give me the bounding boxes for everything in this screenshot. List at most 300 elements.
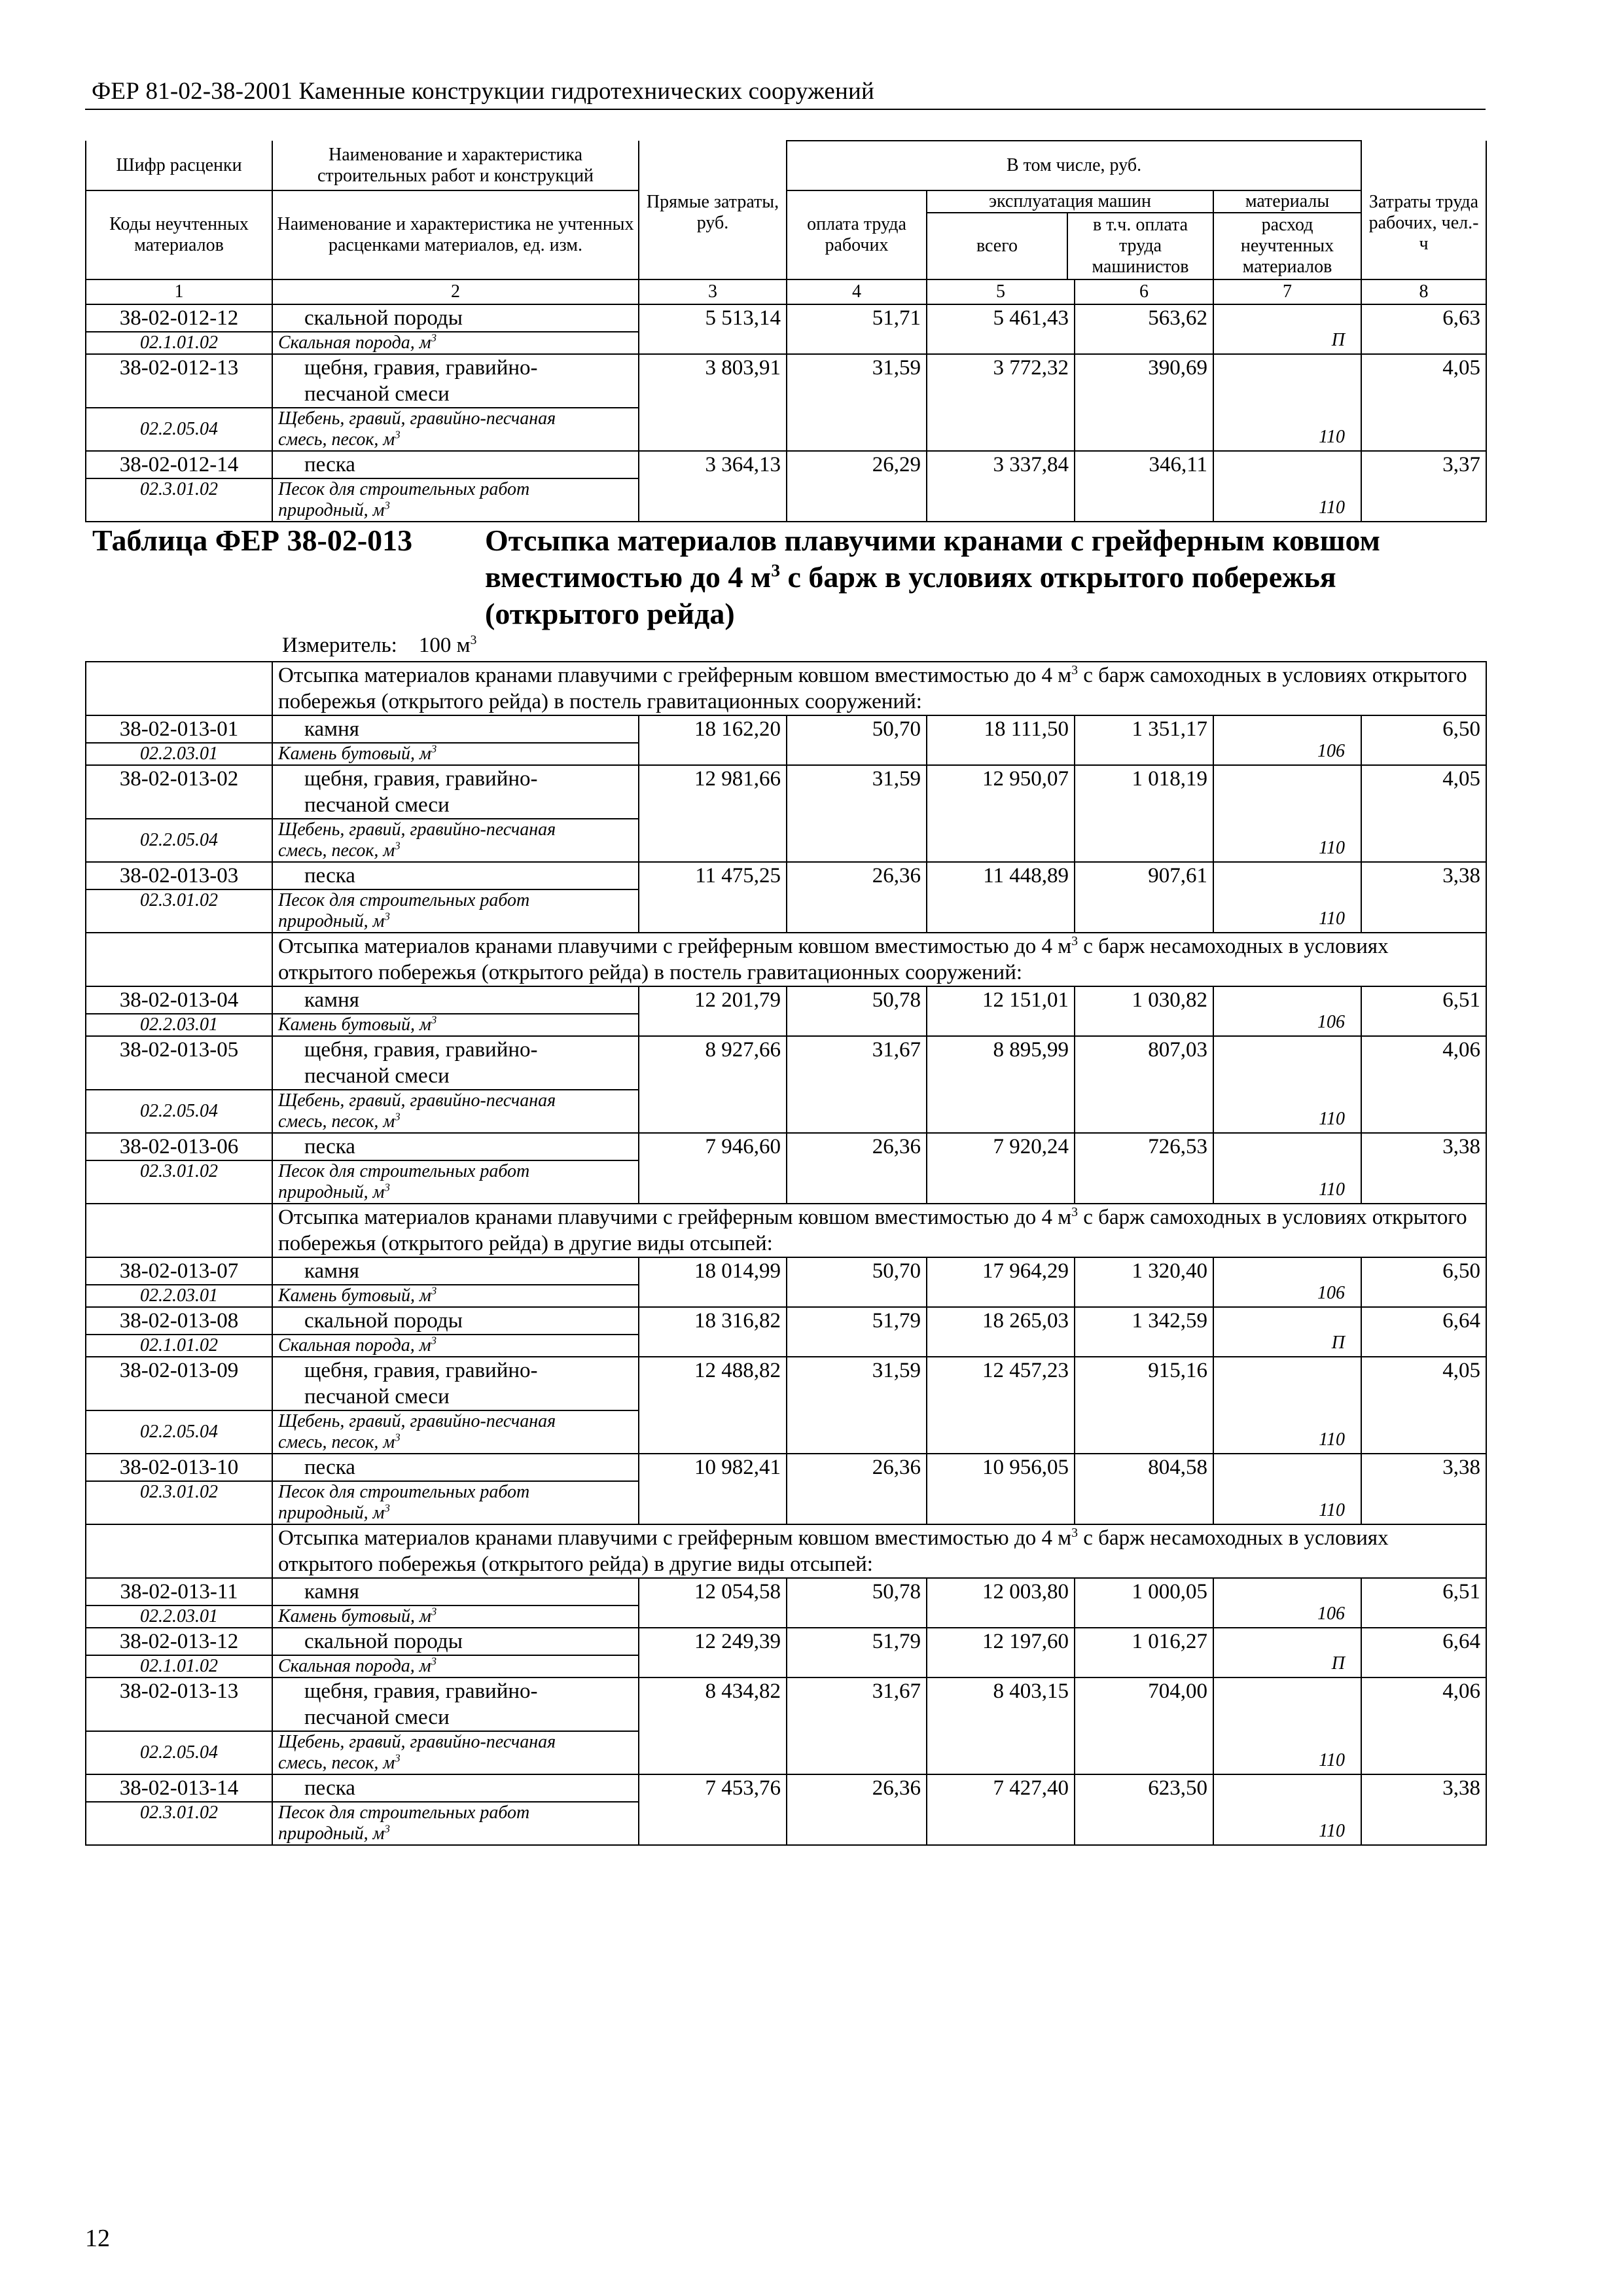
material-consumption: 110	[1213, 1454, 1361, 1524]
material-name-line: Скальная порода, м	[278, 1335, 431, 1355]
labor-cost: 6,51	[1361, 1578, 1486, 1628]
material-consumption: П	[1213, 1307, 1361, 1357]
material-consumption: 110	[1213, 1357, 1361, 1454]
section-header-row	[86, 1204, 1486, 1257]
cubic-exponent: 3	[384, 1181, 390, 1194]
machine-cost: 12 197,60	[927, 1628, 1075, 1677]
material-name-line: Щебень, гравий, гравийно-песчаная	[278, 1732, 556, 1752]
col-header-wage: оплата труда рабочих	[787, 190, 927, 279]
work-name-line: песка	[304, 864, 355, 888]
labor-cost: 6,51	[1361, 986, 1486, 1036]
cubic-exponent: 3	[384, 1501, 390, 1515]
work-name	[272, 1036, 639, 1090]
work-name	[272, 1578, 639, 1605]
work-name	[272, 1774, 639, 1802]
machine-cost: 5 461,43	[927, 304, 1075, 354]
material-code: 02.3.01.02	[86, 478, 272, 522]
work-name-line: щебня, гравия, гравийно-	[304, 767, 538, 791]
material-code: 02.3.01.02	[86, 1802, 272, 1845]
rate-row	[86, 1133, 1486, 1160]
col-header-direct: Прямые затраты, руб.	[639, 190, 787, 279]
cubic-exponent: 3	[395, 1110, 401, 1123]
material-consumption: 110	[1213, 1774, 1361, 1845]
direct-cost: 3 803,91	[639, 354, 787, 451]
section-header-row	[86, 1524, 1486, 1578]
machinist-wage: 1 016,27	[1075, 1628, 1213, 1677]
worker-wage: 31,59	[787, 1357, 927, 1454]
rate-row	[86, 1257, 1486, 1285]
section-empty-cell	[86, 933, 272, 986]
section-empty-cell	[86, 662, 272, 715]
material-consumption: 106	[1213, 986, 1361, 1036]
labor-cost: 3,38	[1361, 862, 1486, 933]
worker-wage: 26,29	[787, 451, 927, 522]
work-name-line: щебня, гравия, гравийно-	[304, 1038, 538, 1062]
worker-wage: 26,36	[787, 1133, 927, 1204]
material-name-line-2: природный, м	[278, 1182, 385, 1202]
section-text-part-1: Отсыпка материалов кранами плавучими с грейферным ковшом вместимостью до 4 м	[278, 664, 1072, 687]
column-number-8: 8	[1361, 279, 1486, 304]
machine-cost: 12 003,80	[927, 1578, 1075, 1628]
work-name-line: камня	[304, 717, 359, 741]
rate-code: 38-02-013-03	[86, 862, 272, 889]
work-name-line: песка	[304, 453, 355, 476]
direct-cost: 5 513,14	[639, 304, 787, 354]
table-title-line-2: вместимостью до 4 м	[485, 560, 772, 594]
rate-row	[86, 1677, 1486, 1731]
work-name-line: скальной породы	[304, 1309, 463, 1333]
material-code: 02.3.01.02	[86, 1160, 272, 1204]
material-name-line: Песок для строительных работ	[278, 1803, 530, 1823]
material-name	[272, 1160, 639, 1204]
machinist-wage: 1 030,82	[1075, 986, 1213, 1036]
material-code: 02.2.05.04	[86, 1410, 272, 1454]
page-number: 12	[85, 2225, 110, 2252]
material-name	[272, 1335, 639, 1357]
col-header-work: Наименование и характеристика строительных работ и конструкций	[272, 141, 639, 190]
machine-cost: 7 427,40	[927, 1774, 1075, 1845]
rate-code: 38-02-013-12	[86, 1628, 272, 1655]
labor-cost: 6,50	[1361, 715, 1486, 765]
cubic-exponent: 3	[431, 1605, 437, 1618]
rate-code: 38-02-013-06	[86, 1133, 272, 1160]
material-consumption: 110	[1213, 354, 1361, 451]
cubic-exponent: 3	[771, 560, 780, 581]
worker-wage: 26,36	[787, 1454, 927, 1524]
rate-code: 38-02-013-04	[86, 986, 272, 1014]
direct-cost: 10 982,41	[639, 1454, 787, 1524]
material-name-line: Камень бутовый, м	[278, 1014, 431, 1035]
labor-cost: 4,06	[1361, 1677, 1486, 1774]
cubic-exponent: 3	[1071, 663, 1079, 677]
material-code: 02.1.01.02	[86, 332, 272, 354]
direct-cost: 12 201,79	[639, 986, 787, 1036]
material-name-line: Камень бутовый, м	[278, 1606, 431, 1626]
material-code: 02.2.03.01	[86, 1014, 272, 1036]
material-name-line-2: смесь, песок, м	[278, 1753, 395, 1773]
work-name	[272, 1257, 639, 1285]
col-header-machinist-wage: в т.ч. оплата труда машинистов	[1092, 215, 1189, 277]
rate-code: 38-02-013-10	[86, 1454, 272, 1481]
machine-cost: 11 448,89	[927, 862, 1075, 933]
work-name-line: щебня, гравия, гравийно-	[304, 1679, 538, 1703]
cubic-exponent: 3	[1071, 1205, 1079, 1219]
direct-cost: 12 249,39	[639, 1628, 787, 1677]
material-name	[272, 1655, 639, 1677]
material-name-line: Песок для строительных работ	[278, 890, 530, 910]
material-name	[272, 1481, 639, 1524]
cubic-exponent: 3	[431, 1334, 437, 1347]
section-description	[272, 1524, 1486, 1578]
material-code: 02.2.05.04	[86, 1731, 272, 1774]
work-name-line: щебня, гравия, гравийно-	[304, 1359, 538, 1382]
section-text-part-2: с барж несамоходных в условиях открытого побережья (открытого рейда) в другие виды отсыпей:	[278, 1526, 1389, 1576]
table-title	[485, 522, 1380, 632]
work-name-line-2: песчаной смеси	[304, 793, 450, 817]
page-header-title: ФЕР 81-02-38-2001 Каменные конструкции гидротехнических сооружений	[92, 78, 875, 105]
col-header-labor-top	[1361, 141, 1486, 190]
machinist-wage: 1 320,40	[1075, 1257, 1213, 1307]
rate-row	[86, 1774, 1486, 1802]
table-title-cell	[86, 522, 1486, 662]
material-code: 02.2.05.04	[86, 819, 272, 862]
section-header-row	[86, 933, 1486, 986]
worker-wage: 51,79	[787, 1307, 927, 1357]
machinist-wage: 1 351,17	[1075, 715, 1213, 765]
labor-cost: 3,37	[1361, 451, 1486, 522]
direct-cost: 18 014,99	[639, 1257, 787, 1307]
material-consumption: 110	[1213, 451, 1361, 522]
cubic-exponent: 3	[395, 1751, 401, 1765]
cubic-exponent: 3	[384, 910, 390, 923]
section-text-part-2: с барж самоходных в условиях открытого побережья (открытого рейда) в другие виды отсыпей:	[278, 1206, 1467, 1255]
machine-cost: 18 265,03	[927, 1307, 1075, 1357]
cubic-exponent: 3	[384, 499, 390, 512]
measure-unit-value: 100 м	[418, 634, 471, 657]
table-title-block	[92, 522, 1486, 632]
rate-row	[86, 354, 1486, 408]
cubic-exponent: 3	[470, 633, 477, 647]
rate-code: 38-02-013-14	[86, 1774, 272, 1802]
col-header-unaccounted-materials: расход неучтенных материалов	[1240, 215, 1334, 277]
work-name	[272, 1357, 639, 1410]
machinist-wage: 1 018,19	[1075, 765, 1213, 862]
work-name-line-2: песчаной смеси	[304, 1064, 450, 1088]
material-code: 02.1.01.02	[86, 1655, 272, 1677]
rate-code: 38-02-013-07	[86, 1257, 272, 1285]
direct-cost: 18 316,82	[639, 1307, 787, 1357]
work-name-line: камня	[304, 988, 359, 1012]
material-consumption: 110	[1213, 1677, 1361, 1774]
section-text-part-1: Отсыпка материалов кранами плавучими с грейферным ковшом вместимостью до 4 м	[278, 1526, 1072, 1550]
material-code: 02.3.01.02	[86, 889, 272, 933]
column-number-5: 5	[927, 279, 1075, 304]
material-name	[272, 478, 639, 522]
worker-wage: 51,71	[787, 304, 927, 354]
measure-unit	[92, 632, 1486, 661]
direct-cost: 7 946,60	[639, 1133, 787, 1204]
labor-cost: 4,05	[1361, 1357, 1486, 1454]
machine-cost: 17 964,29	[927, 1257, 1075, 1307]
machinist-wage: 1 342,59	[1075, 1307, 1213, 1357]
header-rule	[85, 109, 1486, 110]
direct-cost: 12 054,58	[639, 1578, 787, 1628]
rate-row	[86, 1036, 1486, 1090]
machine-cost: 12 457,23	[927, 1357, 1075, 1454]
rate-row	[86, 304, 1486, 332]
material-code: 02.3.01.02	[86, 1481, 272, 1524]
material-name	[272, 819, 639, 862]
cubic-exponent: 3	[431, 1013, 437, 1026]
labor-cost: 4,05	[1361, 765, 1486, 862]
worker-wage: 51,79	[787, 1628, 927, 1677]
machinist-wage: 346,11	[1075, 451, 1213, 522]
material-name-line-2: смесь, песок, м	[278, 1111, 395, 1132]
work-name	[272, 354, 639, 408]
table-title-line-3: (открытого рейда)	[485, 597, 735, 630]
material-name	[272, 743, 639, 765]
column-number-7: 7	[1213, 279, 1361, 304]
material-name	[272, 408, 639, 451]
work-name	[272, 986, 639, 1014]
col-header-machines-total: всего	[927, 213, 1068, 279]
material-code: 02.2.05.04	[86, 1090, 272, 1133]
material-consumption: 110	[1213, 1133, 1361, 1204]
material-name-line-2: смесь, песок, м	[278, 429, 395, 450]
work-name-line-2: песчаной смеси	[304, 382, 450, 406]
cubic-exponent: 3	[431, 331, 437, 344]
col-header-direct-top	[639, 141, 787, 190]
column-number-3: 3	[639, 279, 787, 304]
worker-wage: 31,59	[787, 354, 927, 451]
column-number-6: 6	[1075, 279, 1213, 304]
section-empty-cell	[86, 1204, 272, 1257]
material-name-line: Песок для строительных работ	[278, 1482, 530, 1502]
work-name-line: скальной породы	[304, 306, 463, 330]
material-name-line: Щебень, гравий, гравийно-песчаная	[278, 1411, 556, 1431]
direct-cost: 12 981,66	[639, 765, 787, 862]
work-name-line-2: песчаной смеси	[304, 1706, 450, 1729]
rate-code: 38-02-013-05	[86, 1036, 272, 1090]
work-name-line: песка	[304, 1776, 355, 1800]
machine-cost: 18 111,50	[927, 715, 1075, 765]
labor-cost: 3,38	[1361, 1133, 1486, 1204]
material-code: 02.2.03.01	[86, 1285, 272, 1307]
direct-cost: 8 927,66	[639, 1036, 787, 1133]
rate-code: 38-02-012-14	[86, 451, 272, 478]
direct-cost: 3 364,13	[639, 451, 787, 522]
col-header-mat-names: Наименование и характеристика не учтенных расценками материалов, ед. изм.	[272, 190, 639, 279]
work-name	[272, 1133, 639, 1160]
labor-cost: 6,64	[1361, 1307, 1486, 1357]
cubic-exponent: 3	[1071, 1526, 1079, 1540]
rate-code: 38-02-012-13	[86, 354, 272, 408]
material-code: 02.2.05.04	[86, 408, 272, 451]
col-header-materials: материалы	[1214, 191, 1361, 213]
work-name-line-2: песчаной смеси	[304, 1385, 450, 1408]
material-name	[272, 1410, 639, 1454]
table-title-row	[86, 522, 1486, 662]
direct-cost: 7 453,76	[639, 1774, 787, 1845]
rate-row	[86, 986, 1486, 1014]
material-name	[272, 1014, 639, 1036]
work-name	[272, 1454, 639, 1481]
section-text-part-1: Отсыпка материалов кранами плавучими с грейферным ковшом вместимостью до 4 м	[278, 935, 1072, 958]
labor-cost: 6,50	[1361, 1257, 1486, 1307]
material-name-line: Щебень, гравий, гравийно-песчаная	[278, 819, 556, 840]
work-name-line: скальной породы	[304, 1630, 463, 1653]
col-header-mat-codes: Коды неучтенных материалов	[86, 190, 272, 279]
material-name-line-2: природный, м	[278, 1503, 385, 1523]
cubic-exponent: 3	[431, 1284, 437, 1297]
cubic-exponent: 3	[395, 428, 401, 441]
section-text-part-1: Отсыпка материалов кранами плавучими с грейферным ковшом вместимостью до 4 м	[278, 1206, 1072, 1229]
material-name-line: Скальная порода, м	[278, 1656, 431, 1676]
machine-cost: 8 895,99	[927, 1036, 1075, 1133]
work-name-line: песка	[304, 1456, 355, 1479]
machine-cost: 3 337,84	[927, 451, 1075, 522]
work-name-line: камня	[304, 1580, 359, 1604]
material-code: 02.2.03.01	[86, 1605, 272, 1628]
machinist-wage: 563,62	[1075, 304, 1213, 354]
material-name-line-2: природный, м	[278, 1823, 385, 1844]
material-consumption: 106	[1213, 1257, 1361, 1307]
material-name-line-2: природный, м	[278, 500, 385, 520]
labor-cost: 4,05	[1361, 354, 1486, 451]
machinist-wage: 726,53	[1075, 1133, 1213, 1204]
machine-cost: 12 151,01	[927, 986, 1075, 1036]
cubic-exponent: 3	[395, 839, 401, 852]
material-name	[272, 332, 639, 354]
col-header-labor: Затраты труда рабочих, чел.-ч	[1361, 190, 1486, 279]
cubic-exponent: 3	[431, 1655, 437, 1668]
machine-cost: 8 403,15	[927, 1677, 1075, 1774]
material-name-line: Щебень, гравий, гравийно-песчаная	[278, 408, 556, 429]
material-name	[272, 1731, 639, 1774]
labor-cost: 3,38	[1361, 1454, 1486, 1524]
worker-wage: 50,78	[787, 986, 927, 1036]
cubic-exponent: 3	[1071, 934, 1079, 948]
material-consumption: 110	[1213, 765, 1361, 862]
rate-code: 38-02-012-12	[86, 304, 272, 332]
machinist-wage: 804,58	[1075, 1454, 1213, 1524]
worker-wage: 26,36	[787, 862, 927, 933]
work-name-line: песка	[304, 1135, 355, 1158]
direct-cost: 12 488,82	[639, 1357, 787, 1454]
section-empty-cell	[86, 1524, 272, 1578]
material-name	[272, 1090, 639, 1133]
machinist-wage: 907,61	[1075, 862, 1213, 933]
measure-unit-label: Измеритель:	[282, 634, 397, 657]
material-name-line: Камень бутовый, м	[278, 744, 431, 764]
column-number-row	[86, 279, 1486, 304]
material-name-line: Песок для строительных работ	[278, 479, 530, 499]
cubic-exponent: 3	[431, 742, 437, 755]
rate-row	[86, 1307, 1486, 1335]
rate-code: 38-02-013-02	[86, 765, 272, 819]
material-consumption: П	[1213, 304, 1361, 354]
material-name-line-2: природный, м	[278, 911, 385, 931]
rate-row	[86, 765, 1486, 819]
work-name	[272, 1628, 639, 1655]
section-description	[272, 933, 1486, 986]
worker-wage: 31,67	[787, 1677, 927, 1774]
rate-row	[86, 451, 1486, 478]
column-number-2: 2	[272, 279, 639, 304]
rate-row	[86, 1357, 1486, 1410]
column-number-4: 4	[787, 279, 927, 304]
worker-wage: 31,67	[787, 1036, 927, 1133]
table-title-line-1: Отсыпка материалов плавучими кранами с грейферным ковшом	[485, 524, 1380, 557]
machine-cost: 10 956,05	[927, 1454, 1075, 1524]
material-code: 02.1.01.02	[86, 1335, 272, 1357]
worker-wage: 26,36	[787, 1774, 927, 1845]
labor-cost: 4,06	[1361, 1036, 1486, 1133]
section-description	[272, 1204, 1486, 1257]
worker-wage: 50,70	[787, 715, 927, 765]
rate-code: 38-02-013-08	[86, 1307, 272, 1335]
rate-row	[86, 862, 1486, 889]
section-text-part-2: с барж несамоходных в условиях открытого побережья (открытого рейда) в постель гравитационных сооружений:	[278, 935, 1389, 984]
direct-cost: 11 475,25	[639, 862, 787, 933]
work-name	[272, 715, 639, 743]
cubic-exponent: 3	[384, 1822, 390, 1835]
work-name	[272, 451, 639, 478]
material-name-line: Камень бутовый, м	[278, 1285, 431, 1306]
work-name	[272, 1307, 639, 1335]
material-name	[272, 1802, 639, 1845]
machine-cost: 7 920,24	[927, 1133, 1075, 1204]
col-header-group: В том числе, руб.	[787, 141, 1361, 190]
direct-cost: 18 162,20	[639, 715, 787, 765]
material-name-line-2: смесь, песок, м	[278, 1432, 395, 1452]
material-consumption: 106	[1213, 715, 1361, 765]
work-name	[272, 765, 639, 819]
rate-row	[86, 1578, 1486, 1605]
material-consumption: 110	[1213, 1036, 1361, 1133]
direct-cost: 8 434,82	[639, 1677, 787, 1774]
machinist-wage: 704,00	[1075, 1677, 1213, 1774]
column-number-1: 1	[86, 279, 272, 304]
worker-wage: 50,78	[787, 1578, 927, 1628]
material-consumption: 106	[1213, 1578, 1361, 1628]
worker-wage: 31,59	[787, 765, 927, 862]
rate-code: 38-02-013-13	[86, 1677, 272, 1731]
rate-code: 38-02-013-01	[86, 715, 272, 743]
cubic-exponent: 3	[395, 1431, 401, 1444]
labor-cost: 6,63	[1361, 304, 1486, 354]
rate-row	[86, 715, 1486, 743]
material-name-line: Скальная порода, м	[278, 332, 431, 353]
material-name-line-2: смесь, песок, м	[278, 840, 395, 861]
material-consumption: 110	[1213, 862, 1361, 933]
machinist-wage: 915,16	[1075, 1357, 1213, 1454]
material-consumption: П	[1213, 1628, 1361, 1677]
material-code: 02.2.03.01	[86, 743, 272, 765]
section-description	[272, 662, 1486, 715]
machinist-wage: 807,03	[1075, 1036, 1213, 1133]
rate-code: 38-02-013-09	[86, 1357, 272, 1410]
table-label: Таблица ФЕР 38-02-013	[92, 524, 413, 557]
material-name	[272, 1285, 639, 1307]
machinist-wage: 623,50	[1075, 1774, 1213, 1845]
section-text-part-2: с барж самоходных в условиях открытого побережья (открытого рейда) в постель гравитационных сооружений:	[278, 664, 1467, 713]
material-name-line: Песок для строительных работ	[278, 1161, 530, 1181]
col-header-machines: эксплуатация машин	[927, 191, 1213, 213]
section-header-row	[86, 662, 1486, 715]
rate-code: 38-02-013-11	[86, 1578, 272, 1605]
labor-cost: 6,64	[1361, 1628, 1486, 1677]
